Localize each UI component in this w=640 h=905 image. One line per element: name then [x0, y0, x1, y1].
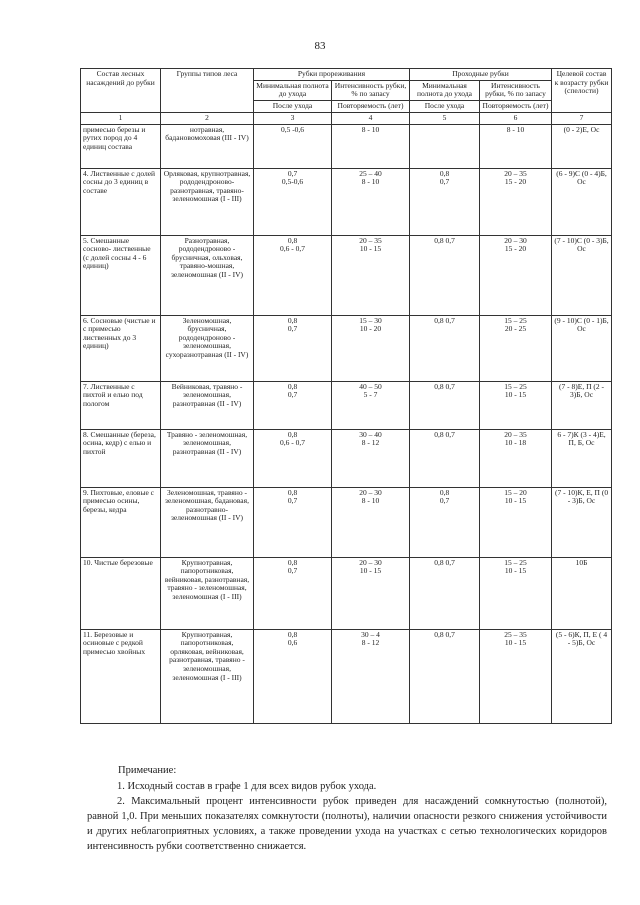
header-thin-repeat: Повторяемость (лет): [332, 100, 410, 112]
table-row: [81, 381, 612, 429]
col-num: 6: [480, 112, 552, 124]
row-thin-intensity: 20 – 30 10 - 15: [332, 557, 410, 629]
col-num: 5: [410, 112, 480, 124]
row-forest-types: Крупнотравная, папоротниковая, орляковая, вейниковая, разнотравная, травяно - зеленомошная, зеленомошная (I - III): [161, 629, 254, 723]
header-target: Целевой состав к возрасту рубки (спелости): [552, 69, 612, 113]
row-forest-types: Крупнотравная, папоротниковая, вейниковая, разнотравная, травяно - зеленомошная, зеленомошная (I - III): [161, 557, 254, 629]
row-composition: 8. Смешанные (береза, осина, кедр) с елью и пихтой: [81, 429, 161, 487]
row-thin-density: 0,8 0,7: [254, 315, 332, 381]
row-pass-intensity: 25 – 35 10 - 15: [480, 629, 552, 723]
notes-item-2: 2. Максимальный процент интенсивности рубок приведен для насаждений сомкнутостью (полнотой), равной 1,0. При меньших показателях сомкнутости (полноты), наличии опасности резкого снижения устойчивости и других неблагоприятных условиях, а также проведении ухода на участках с сетью технологических коридоров интенсивность рубки соответственно снижается.: [87, 796, 607, 852]
header-pass-min-density: Минимальная полнота до ухода: [410, 80, 480, 100]
row-target: (6 - 9)С (0 - 4)Б, Ос: [552, 168, 612, 235]
row-thin-density: 0,8 0,7: [254, 487, 332, 557]
page-number: 83: [314, 40, 326, 52]
row-pass-intensity: 20 – 30 15 - 20: [480, 235, 552, 315]
header-row-1: [81, 69, 612, 81]
row-target: (7 - 10)С (0 - 3)Б, Ос: [552, 235, 612, 315]
row-thin-intensity: 25 – 40 8 - 10: [332, 168, 410, 235]
row-composition: 5. Смешанные сосново- лиственные (с долей сосны 4 - 6 единиц): [81, 235, 161, 315]
table-row: [81, 429, 612, 487]
row-pass-density: 0,8 0,7: [410, 557, 480, 629]
header-composition: Состав лесных насаждений до рубки: [81, 69, 161, 113]
row-forest-types: Зеленомошная, травяно - зеленомошная, бадановая, разнотравно- зеленомошная (II - IV): [161, 487, 254, 557]
row-pass-density: 0,8 0,7: [410, 235, 480, 315]
row-thin-density: 0,8 0,6 - 0,7: [254, 235, 332, 315]
row-thin-intensity: 30 – 4 8 - 12: [332, 629, 410, 723]
header-thinning: Рубки прореживания: [254, 69, 410, 81]
row-composition: примесью березы и рутих пород до 4 единиц состава: [81, 124, 161, 168]
row-thin-intensity: 30 – 40 8 - 12: [332, 429, 410, 487]
row-pass-density: [410, 124, 480, 168]
row-pass-density: 0,8 0,7: [410, 429, 480, 487]
row-thin-density: 0,7 0,5-0,6: [254, 168, 332, 235]
row-pass-intensity: 15 – 25 10 - 15: [480, 381, 552, 429]
row-pass-density: 0,8 0,7: [410, 315, 480, 381]
notes-title: Примечание:: [118, 765, 177, 776]
row-thin-intensity: 8 - 10: [332, 124, 410, 168]
header-thin-after-care: После ухода: [254, 100, 332, 112]
row-thin-density: 0,8 0,6 - 0,7: [254, 429, 332, 487]
header-pass-intensity: Интенсивность рубки, % по запасу: [480, 80, 552, 100]
row-thin-intensity: 40 – 50 5 - 7: [332, 381, 410, 429]
header-forest-types: Группы типов леса: [161, 69, 254, 113]
row-pass-intensity: 15 – 25 10 - 15: [480, 557, 552, 629]
row-target: 6 - 7)К (3 - 4)Е, П, Б, Ос: [552, 429, 612, 487]
row-target: 10Б: [552, 557, 612, 629]
row-forest-types: Травяно - зеленомошная, зеленомошная, разнотравная (II - IV): [161, 429, 254, 487]
row-forest-types: Разнотравная, рододендроново - брусничная, ольховая, травяно-мошная, зеленомошная (II - IV): [161, 235, 254, 315]
row-thin-density: 0,5 -0,6: [254, 124, 332, 168]
row-pass-density: 0,8 0,7: [410, 381, 480, 429]
row-thin-density: 0,8 0,7: [254, 381, 332, 429]
forest-care-table: [80, 68, 612, 724]
table-row: [81, 487, 612, 557]
col-num: 1: [81, 112, 161, 124]
row-target: (5 - 6)К, П, Е ( 4 - 5)Б, Ос: [552, 629, 612, 723]
row-pass-intensity: 15 – 20 10 - 15: [480, 487, 552, 557]
row-composition: 10. Чистые березовые: [81, 557, 161, 629]
row-target: (7 - 8)Е, П (2 - 3)Б, Ос: [552, 381, 612, 429]
row-thin-intensity: 20 – 35 10 - 15: [332, 235, 410, 315]
row-pass-density: 0,8 0,7: [410, 629, 480, 723]
row-target: (0 - 2)Е, Ос: [552, 124, 612, 168]
row-thin-intensity: 20 – 30 8 - 10: [332, 487, 410, 557]
row-forest-types: Орляковая, крупнотравная, рододендроново-разнотравная, травяно- зеленомошная (I - III): [161, 168, 254, 235]
row-pass-intensity: 8 - 10: [480, 124, 552, 168]
row-composition: 9. Пихтовые, еловые с примесью осины, березы, кедра: [81, 487, 161, 557]
column-number-row: [81, 112, 612, 124]
header-thin-intensity: Интенсивность рубки, % по запасу: [332, 80, 410, 100]
col-num: 2: [161, 112, 254, 124]
row-target: (9 - 10)С (0 - 1)Б, Ос: [552, 315, 612, 381]
row-pass-intensity: 20 – 35 15 - 20: [480, 168, 552, 235]
row-thin-density: 0,8 0,7: [254, 557, 332, 629]
row-composition: 7. Лиственные с пихтой и елью под пологом: [81, 381, 161, 429]
row-pass-density: 0,8 0,7: [410, 168, 480, 235]
table-row: [81, 235, 612, 315]
row-target: (7 - 10)К, Е, П (0 - 3)Б, Ос: [552, 487, 612, 557]
row-composition: 4. Лиственные с долей сосны до 3 единиц в составе: [81, 168, 161, 235]
col-num: 7: [552, 112, 612, 124]
col-num: 4: [332, 112, 410, 124]
row-pass-intensity: 20 – 35 10 - 18: [480, 429, 552, 487]
row-thin-density: 0,8 0,6: [254, 629, 332, 723]
row-forest-types: нотравная, бадановомоховая (III - IV): [161, 124, 254, 168]
row-forest-types: Зеленомошная, брусничная, рододендроново - зеленомошная, сухоразнотравная (II - IV): [161, 315, 254, 381]
table-row: [81, 315, 612, 381]
header-thin-min-density: Минимальная полнота до ухода: [254, 80, 332, 100]
notes-item-1: 1. Исходный состав в графе 1 для всех видов рубок ухода.: [117, 781, 377, 792]
row-forest-types: Вейниковая, травяно - зеленомошная, разнотравная (II - IV): [161, 381, 254, 429]
header-pass-repeat: Повторяемость (лет): [480, 100, 552, 112]
table-row: [81, 629, 612, 723]
row-composition: 11. Березовые и осиновые с редкой примесью хвойных: [81, 629, 161, 723]
table-row: [81, 124, 612, 168]
col-num: 3: [254, 112, 332, 124]
row-pass-intensity: 15 – 25 20 - 25: [480, 315, 552, 381]
row-thin-intensity: 15 – 30 10 - 20: [332, 315, 410, 381]
header-passing: Проходные рубки: [410, 69, 552, 81]
row-pass-density: 0,8 0,7: [410, 487, 480, 557]
header-pass-after-care: После ухода: [410, 100, 480, 112]
table-row: [81, 557, 612, 629]
table-row: [81, 168, 612, 235]
table-body: [81, 124, 612, 723]
row-composition: 6. Сосновые (чистые и с примесью лиственных до 3 единиц): [81, 315, 161, 381]
